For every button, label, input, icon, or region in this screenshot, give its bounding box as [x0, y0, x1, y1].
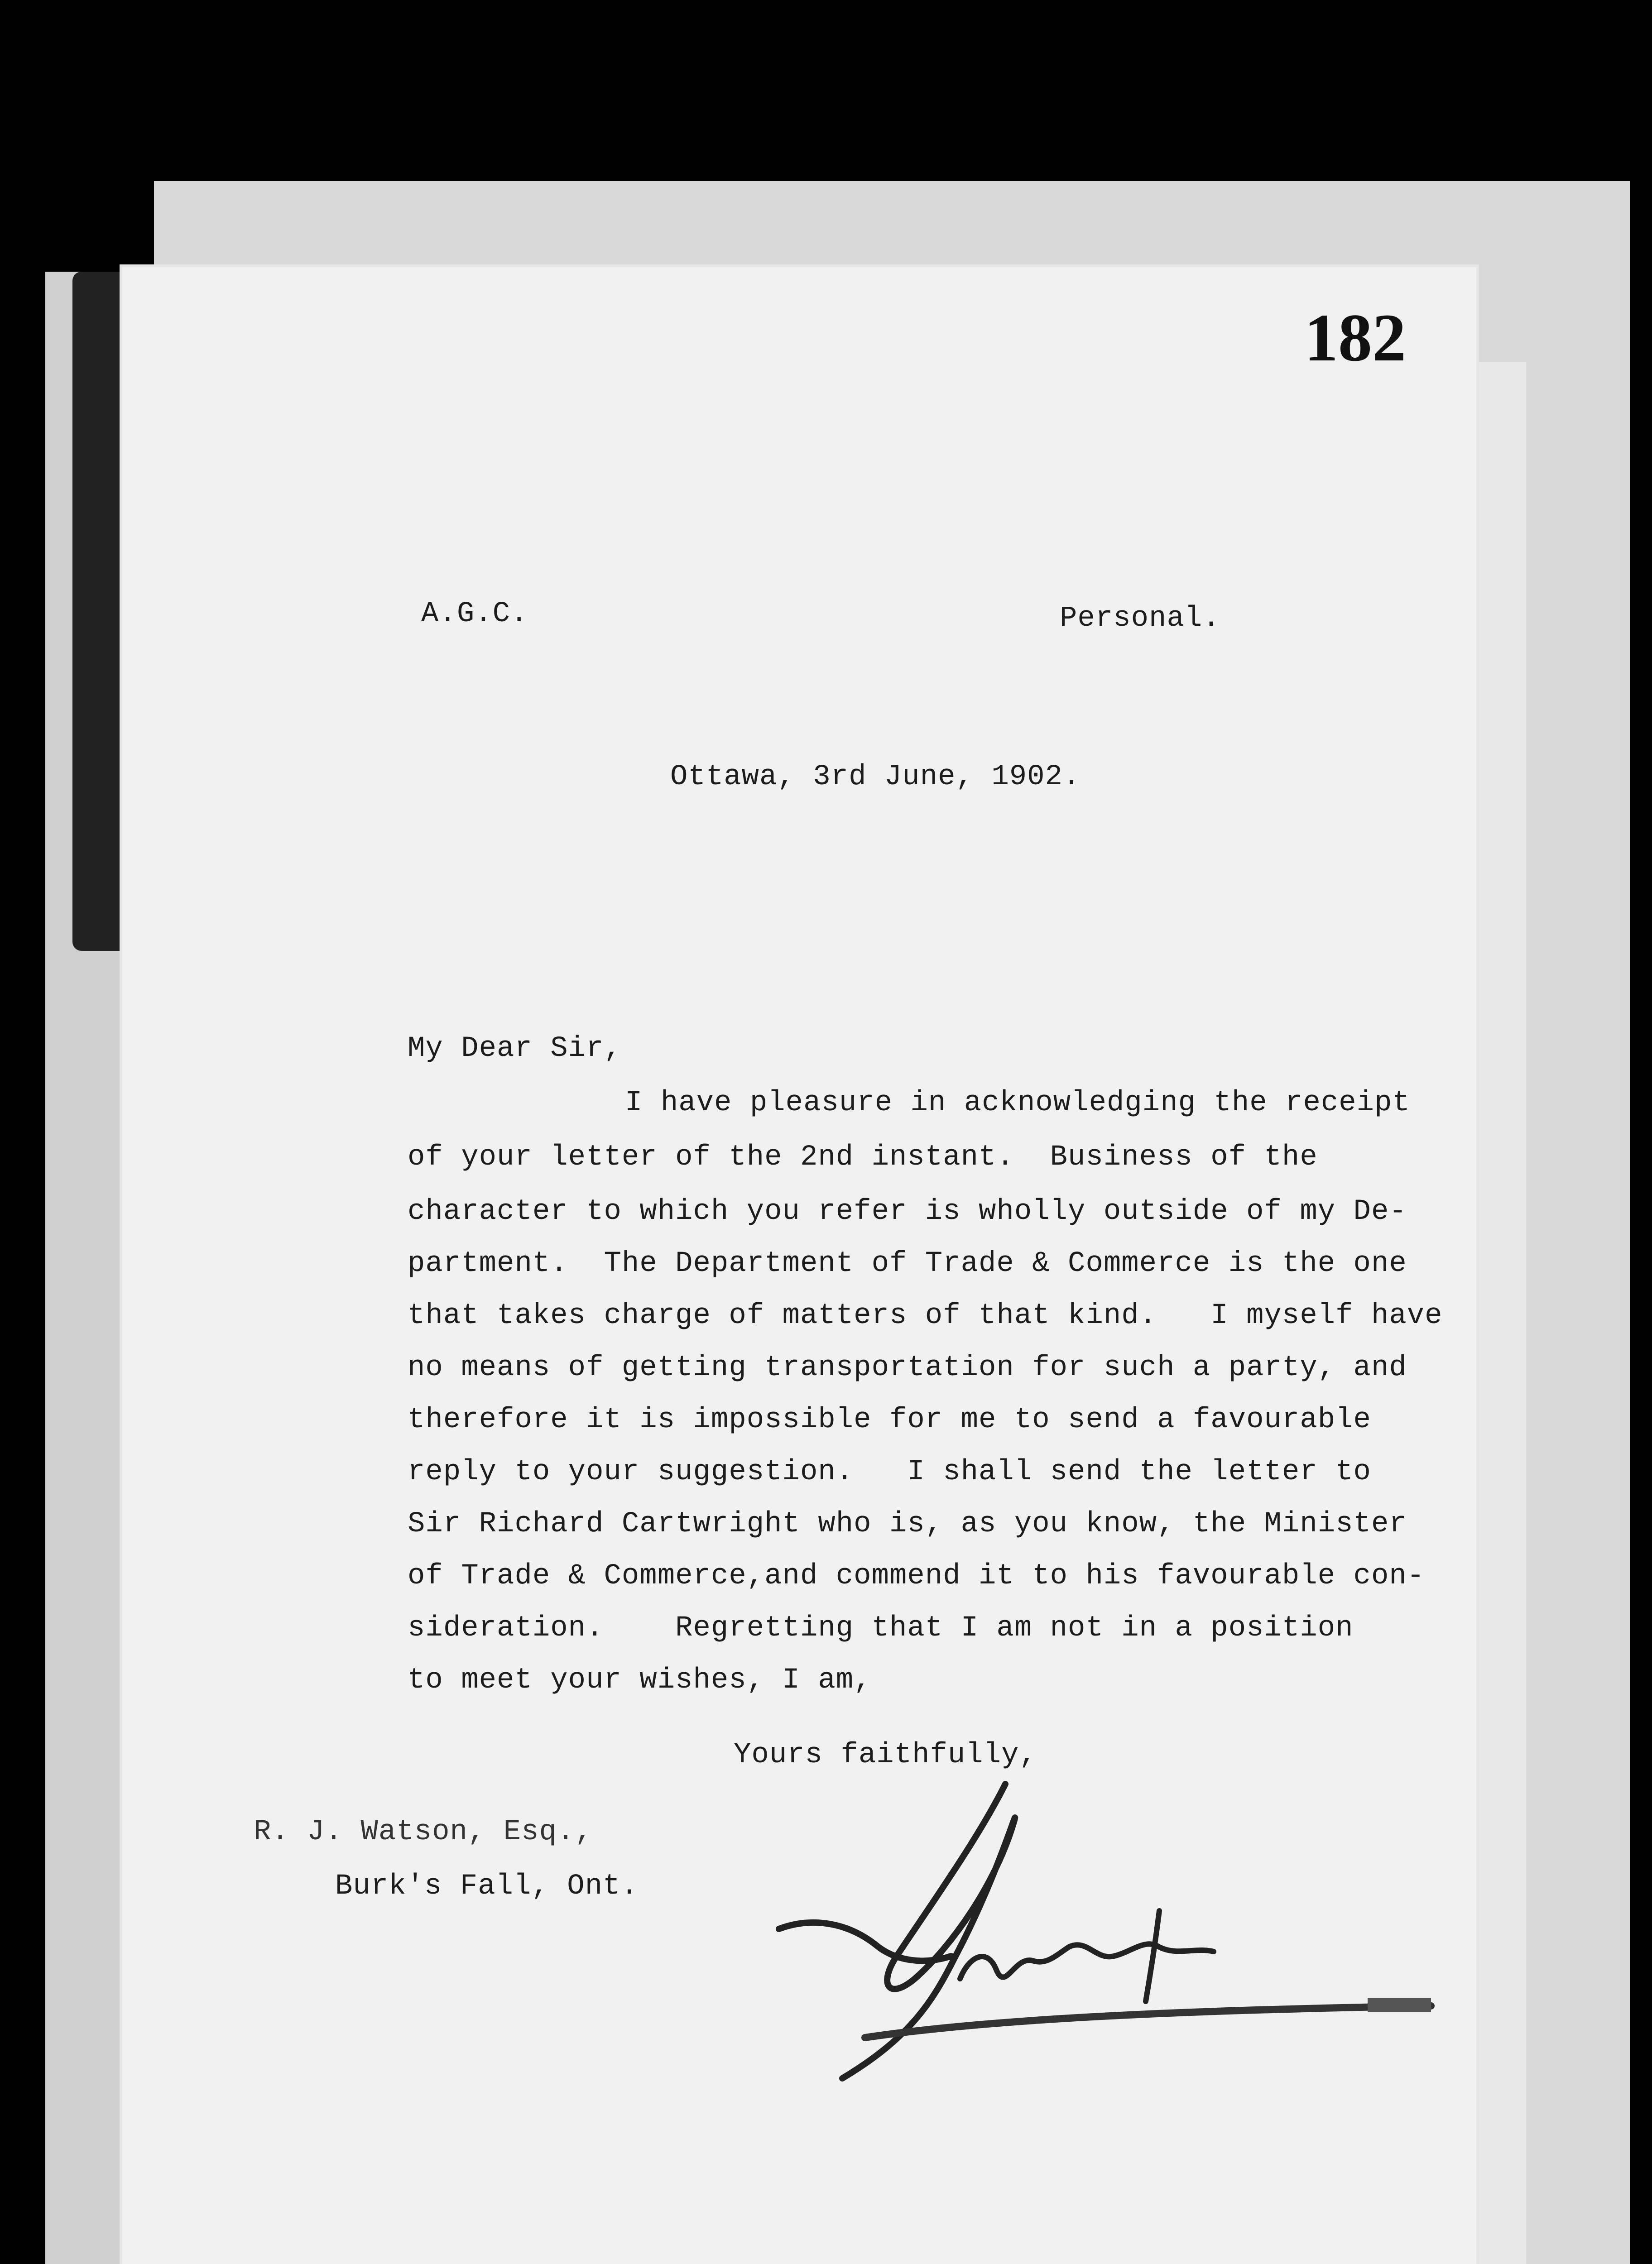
body-line: reply to your suggestion. I shall send the letter to [408, 1456, 1371, 1488]
body-line: of Trade & Commerce,and commend it to his favourable con- [408, 1560, 1425, 1592]
recipient-location: Burk's Fall, Ont. [335, 1870, 639, 1903]
signature [761, 1766, 1440, 2092]
body-line: no means of getting transportation for such a party, and [408, 1352, 1407, 1384]
body-line: partment. The Department of Trade & Commerce is the one [408, 1247, 1407, 1280]
body-line: Sir Richard Cartwright who is, as you know, the Minister [408, 1508, 1407, 1540]
body-line: therefore it is impossible for me to send a favourable [408, 1404, 1371, 1436]
body-line: that takes charge of matters of that kind. I myself have [408, 1300, 1443, 1332]
classification-label: Personal. [1060, 602, 1220, 635]
date-line: Ottawa, 3rd June, 1902. [670, 761, 1081, 793]
reference-code: A.G.C. [421, 598, 528, 630]
page-number: 182 [1304, 300, 1406, 375]
body-line: I have pleasure in acknowledging the receipt [625, 1087, 1410, 1119]
recipient-name: R. J. Watson, Esq., [254, 1816, 593, 1848]
body-line: to meet your wishes, I am, [408, 1664, 872, 1697]
body-line: sideration. Regretting that I am not in a position [408, 1612, 1354, 1645]
body-line: of your letter of the 2nd instant. Business of the [408, 1141, 1318, 1174]
salutation: My Dear Sir, [408, 1032, 622, 1065]
closing: Yours faithfully, [734, 1739, 1037, 1771]
body-line: character to which you refer is wholly outside of my De- [408, 1195, 1407, 1228]
